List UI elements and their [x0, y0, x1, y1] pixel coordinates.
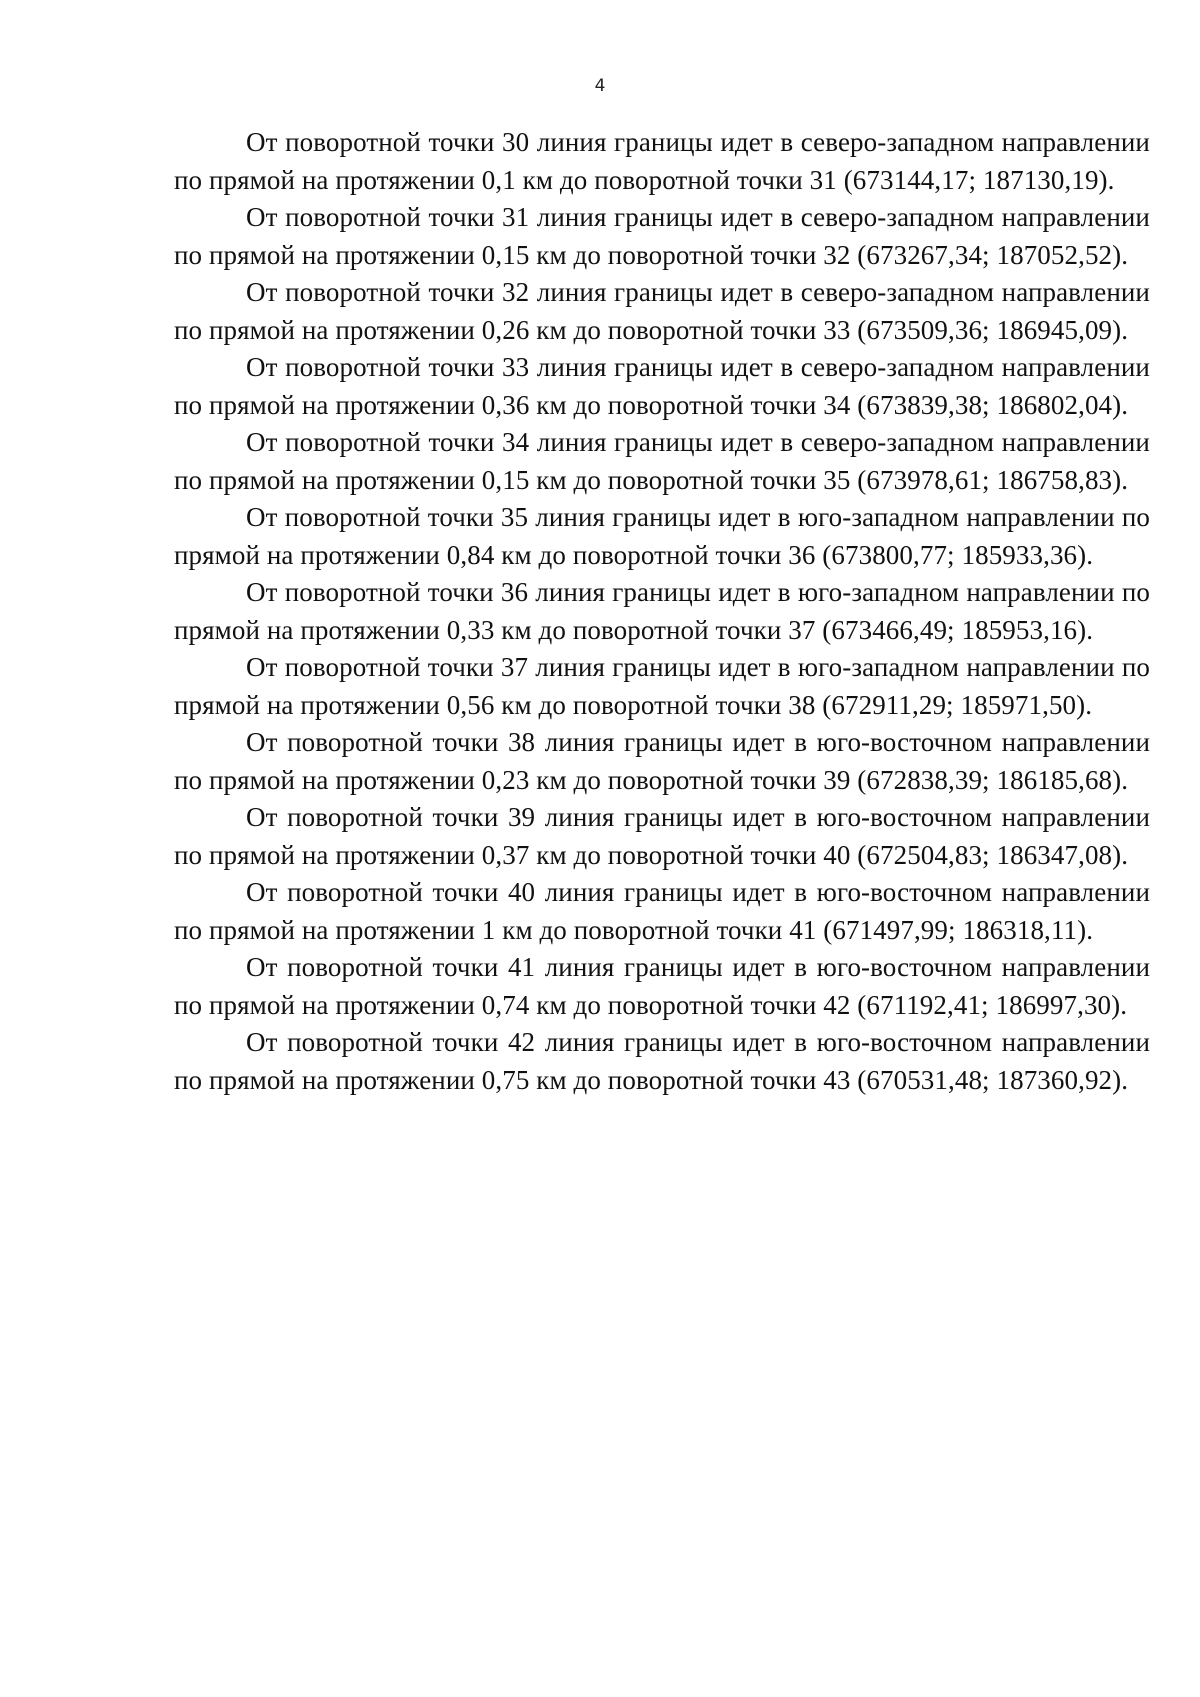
paragraph-point-31: От поворотной точки 31 линия границы идет в северо-западном направлении по прямой на протяжении 0,15 км до поворотной точки 32 (673267,34; 187052,52). [174, 202, 1150, 270]
paragraph-point-39: От поворотной точки 39 линия границы идет в юго-восточном направлении по прямой на протяжении 0,37 км до поворотной точки 40 (672504,83; 186347,08). [174, 802, 1150, 870]
paragraph-point-33: От поворотной точки 33 линия границы идет в северо-западном направлении по прямой на протяжении 0,36 км до поворотной точки 34 (673839,38; 186802,04). [174, 352, 1150, 420]
paragraph-point-32: От поворотной точки 32 линия границы идет в северо-западном направлении по прямой на протяжении 0,26 км до поворотной точки 33 (673509,36; 186945,09). [174, 277, 1150, 345]
paragraph-point-41: От поворотной точки 41 линия границы идет в юго-восточном направлении по прямой на протяжении 0,74 км до поворотной точки 42 (671192,41; 186997,30). [174, 952, 1150, 1020]
paragraph-point-38: От поворотной точки 38 линия границы идет в юго-восточном направлении по прямой на протяжении 0,23 км до поворотной точки 39 (672838,39; 186185,68). [174, 727, 1150, 795]
paragraph-point-40: От поворотной точки 40 линия границы идет в юго-восточном направлении по прямой на протяжении 1 км до поворотной точки 41 (671497,99; 186318,11). [174, 877, 1150, 945]
paragraph-point-35: От поворотной точки 35 линия границы идет в юго-западном направлении по прямой на протяжении 0,84 км до поворотной точки 36 (673800,77; 185933,36). [174, 502, 1150, 570]
paragraph-point-42: От поворотной точки 42 линия границы идет в юго-восточном направлении по прямой на протяжении 0,75 км до поворотной точки 43 (670531,48; 187360,92). [174, 1027, 1150, 1095]
paragraph-point-37: От поворотной точки 37 линия границы идет в юго-западном направлении по прямой на протяжении 0,56 км до поворотной точки 38 (672911,29; 185971,50). [174, 652, 1150, 720]
paragraph-point-30: От поворотной точки 30 линия границы идет в северо-западном направлении по прямой на протяжении 0,1 км до поворотной точки 31 (673144,17; 187130,19). [174, 127, 1150, 195]
paragraph-point-34: От поворотной точки 34 линия границы идет в северо-западном направлении по прямой на протяжении 0,15 км до поворотной точки 35 (673978,61; 186758,83). [174, 427, 1150, 495]
page-number: 4 [594, 76, 606, 96]
paragraph-point-36: От поворотной точки 36 линия границы идет в юго-западном направлении по прямой на протяжении 0,33 км до поворотной точки 37 (673466,49; 185953,16). [174, 577, 1150, 645]
document-body [174, 124, 1150, 1099]
